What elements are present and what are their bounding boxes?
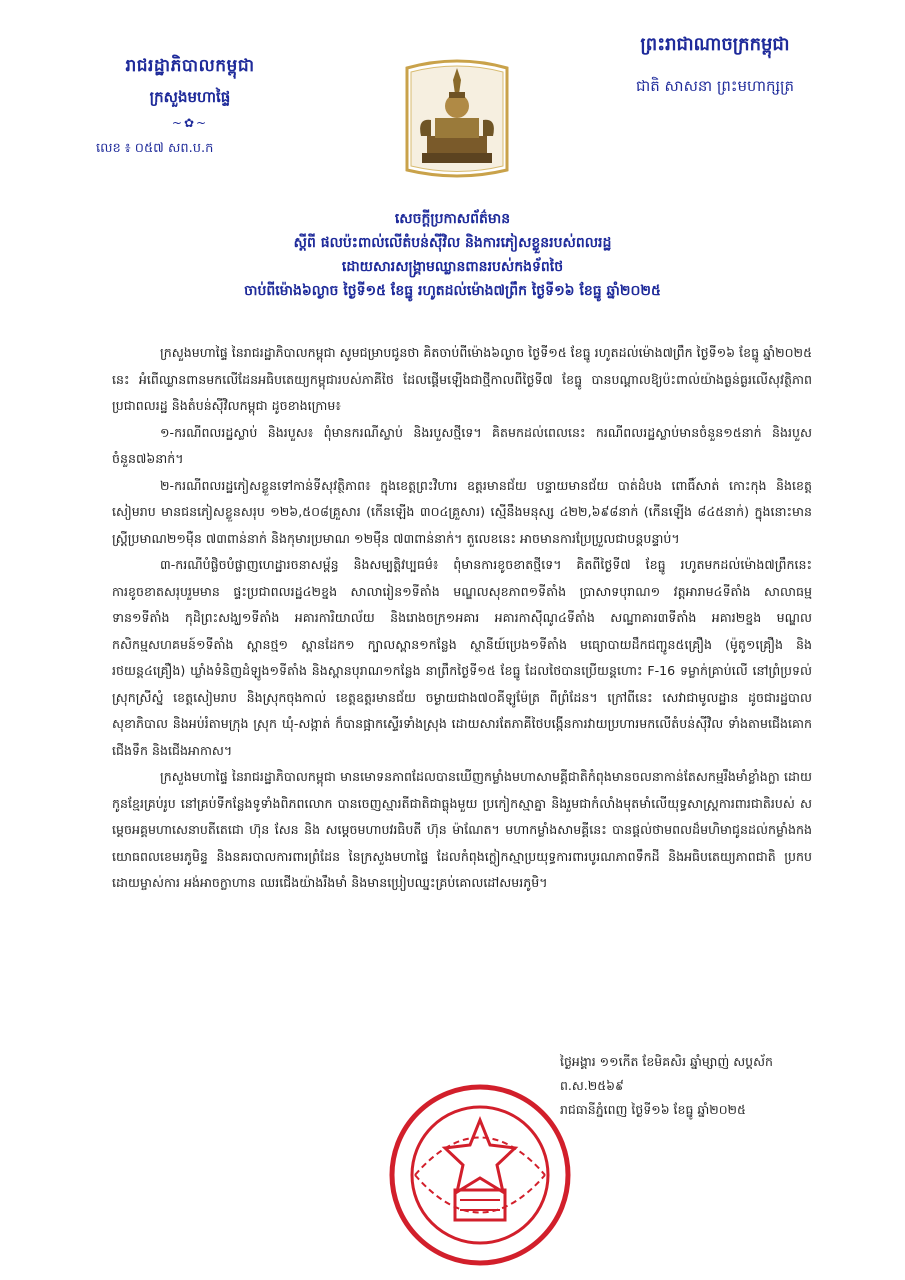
national-motto: ជាតិ សាសនា ព្រះមហាក្សត្រ: [635, 77, 795, 95]
reference-number: លេខ ៖ ០៥៧ សព.ប.ក: [96, 141, 214, 156]
kingdom-header: [590, 32, 840, 99]
kingdom-name: ព្រះរាជាណាចក្រកម្ពុជា: [640, 34, 790, 55]
paragraph-casualties: ១-ករណីពលរដ្ឋស្លាប់ និងរបួស៖ ពុំមានករណីស្លាប់ និងរបួសថ្មីទេ។ គិតមកដល់ពេលនេះ ករណីពលរដ្ឋស្លាប់មានចំនួន១៥នាក់ និងរបួសចំនួន៧៦នាក់។: [112, 424, 812, 466]
date-block: [560, 1050, 820, 1122]
title-line: ដោយសារសង្គ្រាមឈ្លានពានរបស់កងទ័ពថៃ: [341, 259, 564, 275]
announcement-title: [95, 207, 810, 303]
ministry-name: ក្រសួងមហាផ្ទៃ: [149, 88, 231, 106]
title-line: ចាប់ពីម៉ោង៦ល្ងាច ថ្ងៃទី១៥ ខែធ្នូ រហូតដល់ម៉ោង៧ព្រឹក ថ្ងៃទី១៦ ខែធ្នូ ឆ្នាំ២០២៥: [244, 283, 661, 299]
official-seal-icon: [385, 1080, 575, 1270]
ministry-header: [70, 55, 310, 159]
paragraph-displacement: ២-ករណីពលរដ្ឋភៀសខ្លួនទៅកាន់ទីសុវត្ថិភាព៖ ក្នុងខេត្តព្រះវិហារ ឧត្តរមានជ័យ បន្ទាយមានជ័យ បាត់ដំបង ពោធិ៍សាត់ កោះកុង និងខេត្តសៀមរាប មានជនភៀសខ្លួនសរុប ១២៦,៥០៨គ្រួសារ (កើនឡើង ៣០៤គ្រួសារ) ស្មើនឹងមនុស្ស ៤២២,៦៩៨នាក់ (កើនឡើង ៨៤៥នាក់) ក្នុងនោះមានស្ត្រីប្រមាណ២១ម៉ឺន ៧៣ពាន់នាក់ និងកុមារប្រមាណ ១២ម៉ឺន ៧៣ពាន់នាក់។ តួលេខនេះ អាចមានការប្រែប្រួលជាបន្តបន្ទាប់។: [112, 477, 812, 546]
title-line: ស្តីពី ផលប៉ះពាល់លើតំបន់ស៊ីវិល និងការភៀសខ្លួនរបស់ពលរដ្ឋ: [293, 235, 612, 251]
title-line: សេចក្តីប្រកាសព័ត៌មាន: [394, 211, 511, 227]
paragraph-intro: ក្រសួងមហាផ្ទៃ នៃរាជរដ្ឋាភិបាលកម្ពុជា សូមជម្រាបជូនថា គិតចាប់ពីម៉ោង៦ល្ងាច ថ្ងៃទី១៥ ខែធ្នូ រហូតដល់ម៉ោង៧ព្រឹក ថ្ងៃទី១៦ ខែធ្នូ ឆ្នាំ២០២៥ នេះ អំពើឈ្លានពានមកលើដែនអធិបតេយ្យកម្ពុជារបស់ភាគីថៃ ដែលផ្តើមឡើងជាថ្មីកាលពីថ្ងៃទី៧ ខែធ្នូ បានបណ្តាលឱ្យប៉ះពាល់យ៉ាងធ្ងន់ធ្ងរលើសុវត្ថិភាពប្រជាពលរដ្ឋ និងតំបន់ស៊ីវិលកម្ពុជា ដូចខាងក្រោម៖: [112, 345, 812, 413]
royal-emblem-icon: [387, 58, 527, 183]
government-name: រាជរដ្ឋាភិបាលកម្ពុជា: [125, 56, 255, 76]
lunar-date: ថ្ងៃអង្គារ ១១កើត ខែមិគសិរ ឆ្នាំម្សាញ់ សប្តស័ក ព.ស.២៥៦៩: [560, 1054, 773, 1093]
announcement-body: [112, 340, 812, 897]
solar-date: រាជធានីភ្នំពេញ ថ្ងៃទី១៦ ខែធ្នូ ឆ្នាំ២០២៥: [560, 1102, 746, 1117]
ornament-divider: ~✿~: [171, 116, 209, 130]
paragraph-solidarity: ក្រសួងមហាផ្ទៃ នៃរាជរដ្ឋាភិបាលកម្ពុជា មានមោទនភាពដែលបានឃើញកម្លាំងមហាសាមគ្គីជាតិកំពុងមានចលនាកាន់តែសកម្មរឹងមាំខ្លាំងក្លា ដោយកូនខ្មែរគ្រប់រូប នៅគ្រប់ទីកន្លែងទូទាំងពិភពលោក បានចេញស្មារតីជាតិជាធ្លុងមួយ ប្រកៀកស្មាគ្នា និងរួមជាកំលាំងមុតមាំលើយុទ្ធសាស្ត្រការពារជាតិរបស់ សម្តេចអគ្គមហាសេនាបតីតេជោ ហ៊ុន សែន និង សម្តេចមហាបវរធិបតី ហ៊ុន ម៉ាណែត។ មហាកម្លាំងសាមគ្គីនេះ បានផ្តល់ថាមពលដ៏មហិមាជូនដល់កម្លាំងកងយោធពលខេមរភូមិន្ទ និងនគរបាលការពារព្រំដែន នៃក្រសួងមហាផ្ទៃ ដែលកំពុងក្លៀកស្មាប្រយុទ្ធការពារបូរណភាពទឹកដី និងអធិបតេយ្យភាពជាតិ ប្រកបដោយម្ចាស់ការ អង់អាចក្លាហាន ឈរជើងយ៉ាងរឹងមាំ និងមានប្រៀបឈ្នះគ្រប់គោលដៅសមរភូមិ។: [112, 769, 812, 890]
paragraph-damage: ៣-ករណីបំផ្លិចបំផ្លាញហេដ្ឋារចនាសម្ព័ន្ធ និងសម្បត្តិវប្បធម៌៖ ពុំមានការខូចខាតថ្មីទេ។ គិតពីថ្ងៃទី៧ ខែធ្នូ រហូតមកដល់ម៉ោង៧ព្រឹកនេះ ការខូចខាតសរុបរួមមាន ផ្ទះប្រជាពលរដ្ឋ៤២ខ្នង សាលារៀន១ទីតាំង មណ្ឌលសុខភាព១ទីតាំង ប្រាសាទបុរាណ១ វត្តអារាម៤ទីតាំង សាលាធម្មទាន១ទីតាំង កុដិព្រះសង្ឃ១ទីតាំង អគារការិយាល័យ និងរោងចក្រ១អគារ អគារកាស៊ីណូ៤ទីតាំង សណ្ឋាគារ៣ទីតាំង អគារ២ខ្នង មណ្ឌលកសិកម្មសហគមន៍១ទីតាំង ស្ពានថ្ម១ ស្ពានដែក១ ក្បាលស្ពាន១កន្លែង ស្ថានីយ៍ប្រេង១ទីតាំង មធ្យោបាយដឹកជញ្ជូន៥គ្រឿង (ម៉ូតូ១គ្រឿង និងរថយន្ត៤គ្រឿង) ឃ្លាំងទំនិញដំឡូង១ទីតាំង និងស្ពានបុរាណ១កន្លែង នាព្រឹកថ្ងៃទី១៥ ខែធ្នូ ដែលថៃបានប្រើយន្តហោះ F-16 ទម្លាក់គ្រាប់លើ នៅព្រំប្រទល់ស្រុកស្រីស្នំ ខេត្តសៀមរាប និងស្រុកចុងកាល់ ខេត្តឧត្តរមានជ័យ ចម្ងាយជាង៧០គីឡូម៉ែត្រ ពីព្រំដែន។ ក្រៅពីនេះ សេវាជាមូលដ្ឋាន ដូចជារដ្ឋបាល សុខាភិបាល និងអប់រំតាមក្រុង ស្រុក ឃុំ-សង្កាត់ ក៏បានផ្អាកស្ទើរទាំងស្រុង ដោយសារតែភាគីថៃបង្កើនការវាយប្រហារមកលើតំបន់ស៊ីវិល ទាំងតាមជើងគោក ជើងទឹក និងជើងអាកាស។: [112, 557, 812, 758]
